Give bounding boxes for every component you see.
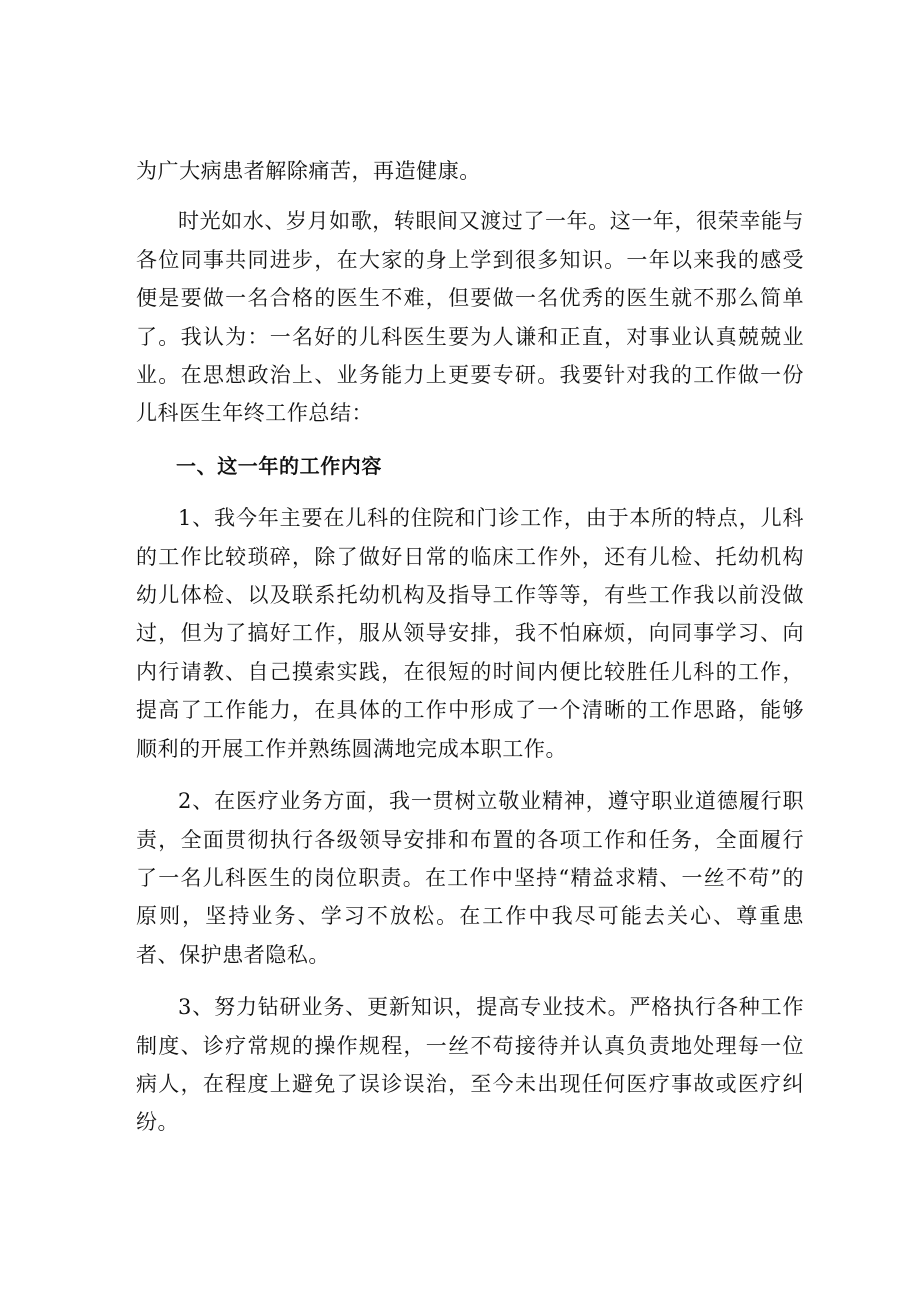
paragraph-continuation: 为广大病患者解除痛苦，再造健康。 — [136, 159, 481, 183]
document-body — [136, 152, 804, 1156]
paragraph-item-3: 3、努力钻研业务、更新知识，提高专业技术。严格执行各种工作制度、诊疗常规的操作规程，一丝不苟接待并认真负责地处理每一位病人，在程度上避免了误诊误治，至今未出现任何医疗事故或医疗纠纷。 — [136, 995, 804, 1135]
section-heading: 一、这一年的工作内容 — [176, 453, 382, 478]
paragraph-item-1: 1、我今年主要在儿科的住院和门诊工作，由于本所的特点，儿科的工作比较琐碎，除了做好日常的临床工作外，还有儿检、托幼机构幼儿体检、以及联系托幼机构及指导工作等等，有些工作我以前没做过，但为了搞好工作，服从领导安排，我不怕麻烦，向同事学习、向内行请教、自己摸索实践，在很短的时间内便比较胜任儿科的工作，提高了工作能力，在具体的工作中形成了一个清晰的工作思路，能够顺利的开展工作并熟练圆满地完成本职工作。 — [136, 506, 804, 761]
paragraph-intro: 时光如水、岁月如歌，转眼间又渡过了一年。这一年，很荣幸能与各位同事共同进步，在大家的身上学到很多知识。一年以来我的感受便是要做一名合格的医生不难，但要做一名优秀的医生就不那么简单了。我认为：一名好的儿科医生要为人谦和正直，对事业认真兢兢业业。在思想政治上、业务能力上更要专研。我要针对我的工作做一份儿科医生年终工作总结： — [136, 209, 804, 426]
paragraph-item-2: 2、在医疗业务方面，我一贯树立敬业精神，遵守职业道德履行职责，全面贯彻执行各级领导安排和布置的各项工作和任务，全面履行了一名儿科医生的岗位职责。在工作中坚持“精益求精、一丝不苟”的原则，坚持业务、学习不放松。在工作中我尽可能去关心、尊重患者、保护患者隐私。 — [136, 789, 804, 967]
